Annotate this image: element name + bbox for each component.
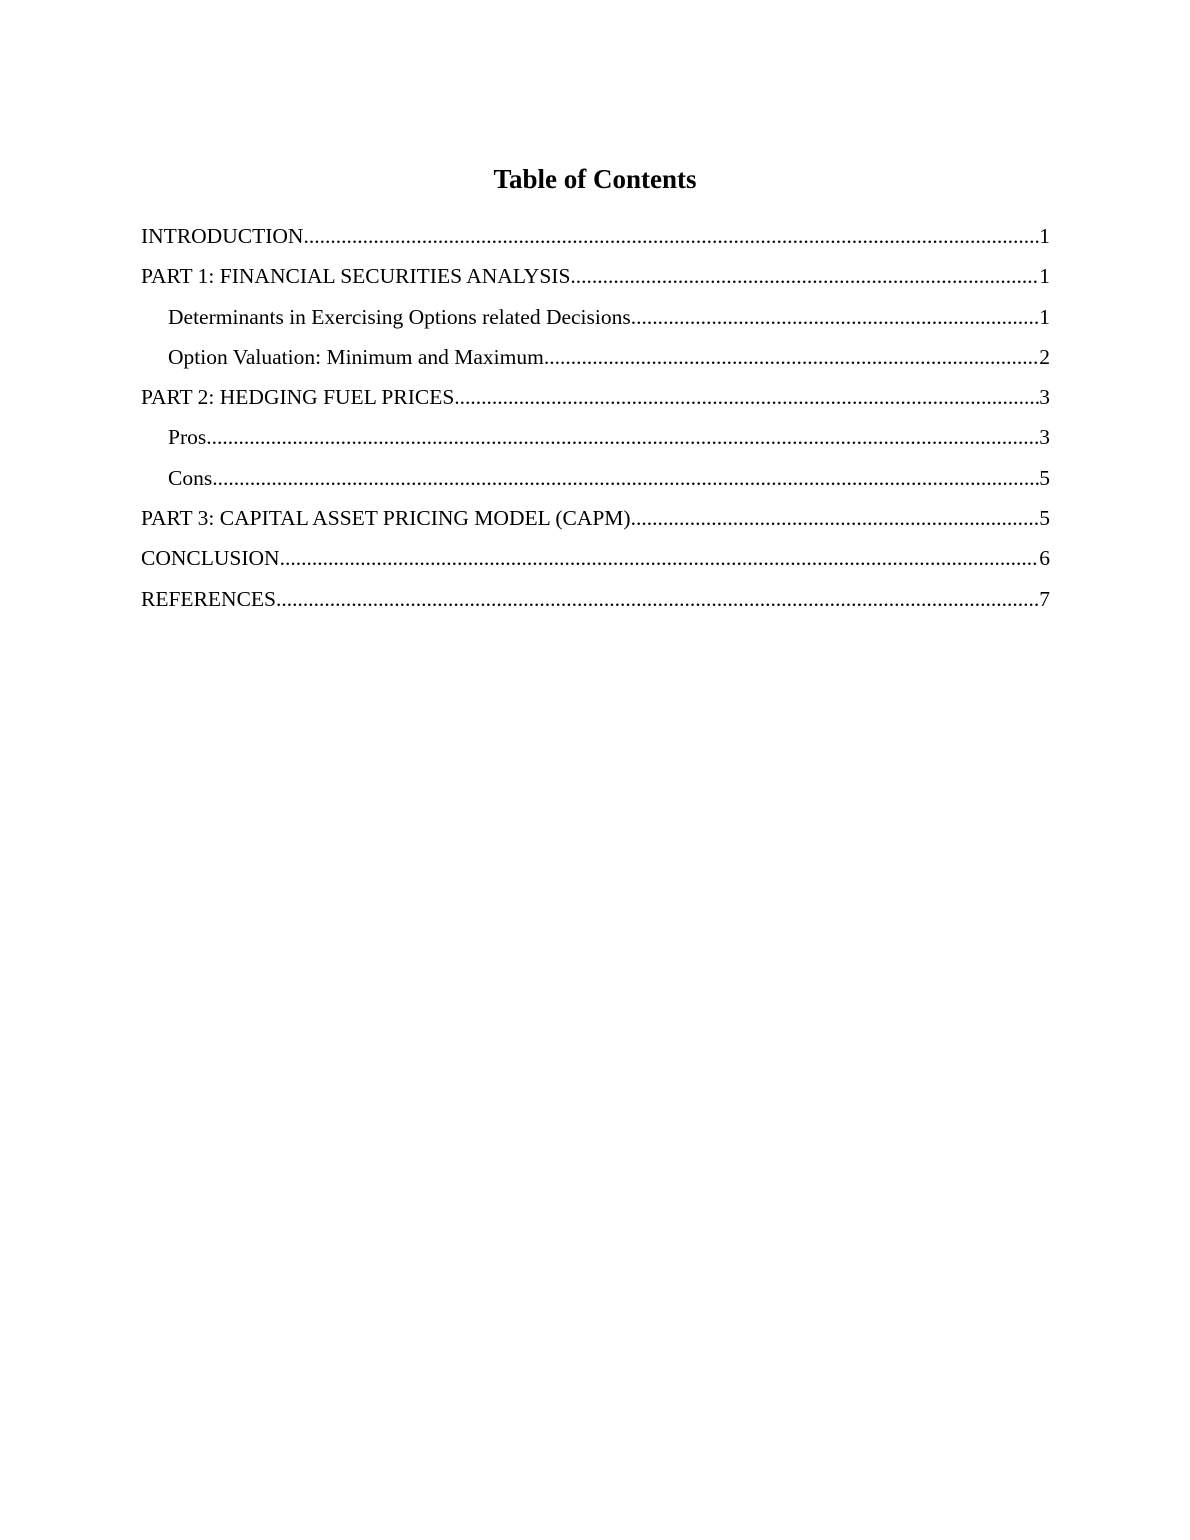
dot-leader <box>212 462 1039 494</box>
toc-entry-text: Option Valuation: Minimum and Maximum <box>168 344 544 369</box>
toc-page-number: 1 <box>1039 224 1050 248</box>
dot-leader <box>206 421 1039 453</box>
toc-page-number: 3 <box>1039 385 1050 410</box>
dot-leader <box>280 542 1040 574</box>
toc-title: Table of Contents <box>493 164 697 194</box>
toc-entry-pros[interactable] <box>141 421 1050 461</box>
dot-leader <box>303 220 1039 252</box>
toc-entry-part-1[interactable] <box>141 260 1050 300</box>
toc-entry-text: Cons <box>168 465 213 490</box>
toc-page-number: 1 <box>1039 264 1050 289</box>
toc-list <box>141 220 1050 623</box>
toc-page-number: 6 <box>1039 546 1050 571</box>
toc-page-number: 2 <box>1039 344 1050 369</box>
toc-entry-text: PART 3: CAPITAL ASSET PRICING MODEL (CAPM) <box>141 506 631 531</box>
dot-leader <box>454 381 1039 413</box>
toc-entry-part-2[interactable] <box>141 381 1050 421</box>
dot-leader <box>631 301 1040 333</box>
toc-page-number: 1 <box>1039 304 1050 329</box>
toc-entry-text: PART 2: HEDGING FUEL PRICES <box>141 385 455 410</box>
toc-page-number: 5 <box>1039 465 1050 490</box>
toc-page-number: 7 <box>1039 586 1050 611</box>
dot-leader <box>544 341 1039 373</box>
toc-entry-text: Determinants in Exercising Options related Decisions <box>168 304 631 329</box>
toc-entry-determinants[interactable] <box>141 301 1050 341</box>
dot-leader <box>570 260 1039 292</box>
toc-entry-text: PART 1: FINANCIAL SECURITIES ANALYSIS <box>141 264 571 289</box>
toc-entry-conclusion[interactable] <box>141 542 1050 582</box>
toc-page-number: 3 <box>1039 425 1050 450</box>
toc-entry-introduction[interactable] <box>141 220 1050 260</box>
dot-leader <box>276 583 1039 615</box>
toc-entry-text: REFERENCES <box>141 586 276 611</box>
dot-leader <box>631 502 1040 534</box>
toc-entry-text: Pros <box>168 425 207 450</box>
toc-entry-part-3[interactable] <box>141 502 1050 542</box>
toc-entry-references[interactable] <box>141 583 1050 623</box>
toc-entry-text: CONCLUSION <box>141 546 280 571</box>
toc-page-number: 5 <box>1039 506 1050 531</box>
toc-entry-option-valuation[interactable] <box>141 341 1050 381</box>
toc-entry-cons[interactable] <box>141 462 1050 502</box>
toc-entry-text: INTRODUCTION <box>141 224 304 248</box>
